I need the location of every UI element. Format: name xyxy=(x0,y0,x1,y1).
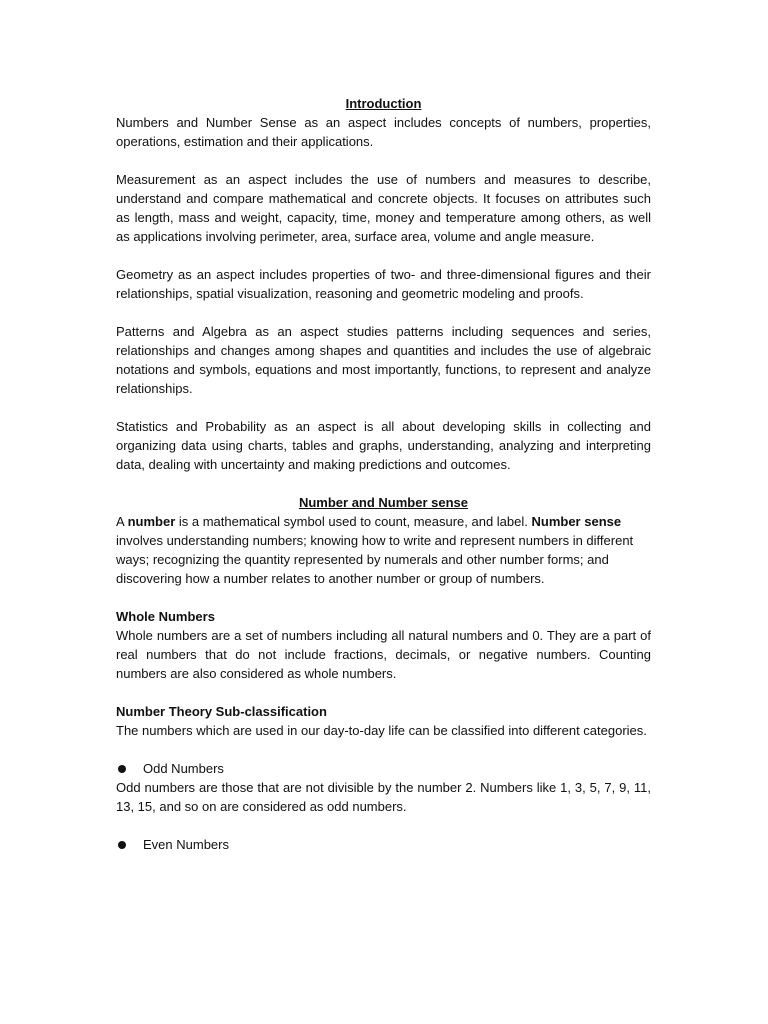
intro-paragraph-geometry: Geometry as an aspect includes properties of two- and three-dimensional figures and their relationships, spatial visualization, reasoning and geometric modeling and proofs. xyxy=(116,267,651,301)
spacer xyxy=(116,683,651,702)
odd-numbers-label: Odd Numbers xyxy=(143,761,224,776)
intro-paragraph-numbers: Numbers and Number Sense as an aspect includes concepts of numbers, properties, operations, estimation and their applications. xyxy=(116,115,651,149)
intro-paragraph-statistics: Statistics and Probability as an aspect is all about developing skills in collecting and organizing data using charts, tables and graphs, understanding, analyzing and interpreting data, dealing with uncertainty and making predictions and outcomes. xyxy=(116,419,651,472)
document-page xyxy=(116,94,651,854)
intro-paragraph-algebra: Patterns and Algebra as an aspect studies patterns including sequences and series, relationships and changes among shapes and quantities and includes the use of algebraic notations and symbols, equations and most importantly, functions, to represent and analyze relationships. xyxy=(116,324,651,396)
even-numbers-bullet xyxy=(116,835,651,854)
whole-numbers-paragraph: Whole numbers are a set of numbers including all natural numbers and 0. They are a part of real numbers that do not include fractions, decimals, or negative numbers. Counting numbers are also considered as whole numbers. xyxy=(116,628,651,681)
even-numbers-label: Even Numbers xyxy=(143,837,229,852)
spacer xyxy=(116,740,651,759)
number-theory-paragraph: The numbers which are used in our day-to-day life can be classified into different categories. xyxy=(116,723,647,738)
spacer xyxy=(116,303,651,322)
introduction-heading: Introduction xyxy=(345,96,422,111)
number-sense-paragraph xyxy=(116,512,651,588)
spacer xyxy=(116,588,651,607)
number-term: number xyxy=(127,514,176,529)
number-sense-text: is a mathematical symbol used to count, measure, and label. xyxy=(175,514,532,529)
spacer xyxy=(116,474,651,493)
number-sense-heading: Number and Number sense xyxy=(298,495,469,510)
bullet-icon xyxy=(118,765,126,773)
number-sense-text: involves understanding numbers; knowing how to write and represent numbers in different ways; recognizing the quantity represented by numerals and other number forms; and discovering how a number relates to another number or group of numbers. xyxy=(116,533,634,586)
number-sense-term: Number sense xyxy=(531,514,622,529)
spacer xyxy=(116,816,651,835)
spacer xyxy=(116,398,651,417)
whole-numbers-title: Whole Numbers xyxy=(116,609,215,624)
spacer xyxy=(116,151,651,170)
odd-numbers-bullet xyxy=(116,759,651,778)
number-theory-title: Number Theory Sub-classification xyxy=(116,704,327,719)
spacer xyxy=(116,246,651,265)
bullet-icon xyxy=(118,841,126,849)
intro-paragraph-measurement: Measurement as an aspect includes the use of numbers and measures to describe, understand and compare mathematical and concrete objects. It focuses on attributes such as length, mass and weight, capacity, time, money and temperature among others, as well as applications involving perimeter, area, surface area, volume and angle measure. xyxy=(116,172,651,244)
odd-numbers-paragraph: Odd numbers are those that are not divisible by the number 2. Numbers like 1, 3, 5, 7, 9, 11, 13, 15, and so on are considered as odd numbers. xyxy=(116,780,651,814)
number-sense-text: A xyxy=(116,514,128,529)
